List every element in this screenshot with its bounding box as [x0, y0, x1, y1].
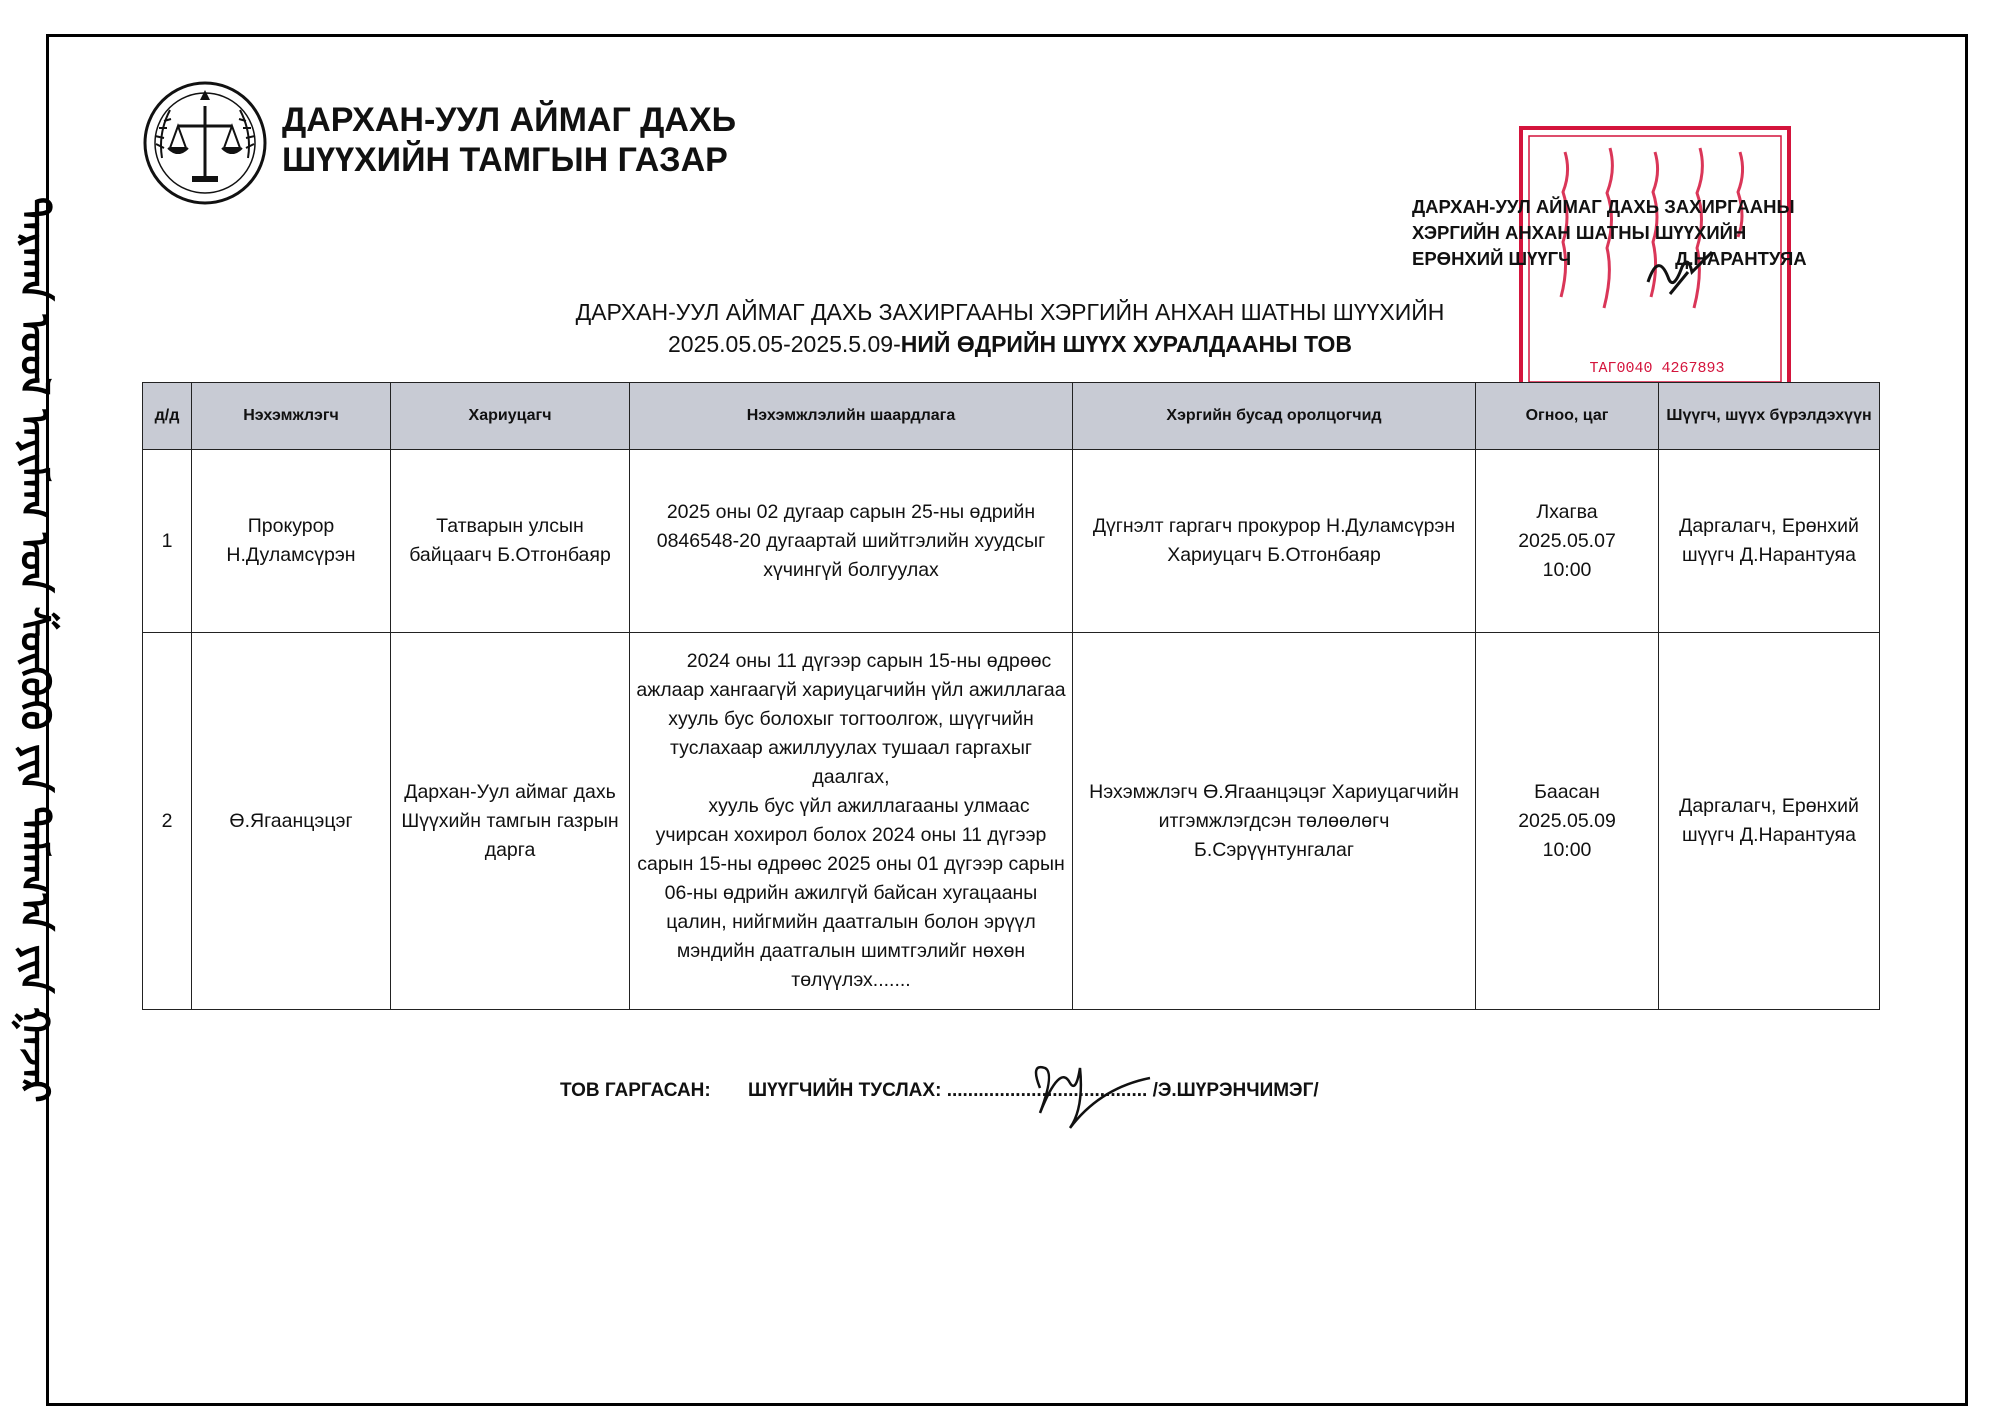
organization-name	[282, 100, 736, 180]
hearing-date: 2025.05.07	[1518, 529, 1616, 552]
cell-plaintiff: Прокурор Н.Дуламсүрэн	[192, 450, 391, 633]
cell-datetime	[1476, 633, 1659, 1010]
title-rest: НИЙ ӨДРИЙН ШҮҮХ ХУРАЛДААНЫ ТОВ	[900, 331, 1353, 357]
col-header-participants: Хэргийн бусад оролцогчид	[1073, 383, 1476, 450]
approval-judge-name: Д.НАРАНТУЯА	[1675, 248, 1807, 269]
cell-participants: Дүгнэлт гаргагч прокурор Н.Дуламсүрэн Хариуцагч Б.Отгонбаяр	[1073, 450, 1476, 633]
cell-plaintiff: Ө.Ягаанцэцэг	[192, 633, 391, 1010]
claim-paragraph-1: 2024 оны 11 дүгээр сарын 15-ны өдрөөс ажлаар хангаагүй хариуцагчийн үйл ажиллагаа хууль бус болохыг тогтоолгож, шүүгчийн туслахаар ажиллуулах тушаал гаргахыг даалгах,	[636, 650, 1066, 788]
hearing-schedule-table	[142, 382, 1880, 1010]
cell-judge: Даргалагч, Ерөнхий шүүгч Д.Нарантуяа	[1659, 450, 1880, 633]
cell-participants: Нэхэмжлэгч Ө.Ягаанцэцэг Хариуцагчийн итгэмжлэгдсэн төлөөлөгч Б.Сэрүүнтунгалаг	[1073, 633, 1476, 1010]
footer-dots: ......................................	[946, 1080, 1148, 1101]
hearing-time: 10:00	[1542, 838, 1592, 861]
mongolian-script-margin: ᠳᠠᠷᠬᠠᠨ ᠤᠤᠯ ᠠᠶᠢᠮᠠᠭ ᠤᠨ ᠱᠦᠭᠦᠬᠦ ᠶᠢᠨ ᠲᠠᠮᠠᠭ᠎ᠠ ᠶᠢᠨ ᠭᠠᠵᠠᠷ	[11, 197, 58, 1103]
assistant-signature	[1010, 1048, 1160, 1138]
footer-label: ТОВ ГАРГАСАН:	[560, 1080, 711, 1101]
org-name-line1: ДАРХАН-УУЛ АЙМАГ ДАХЬ	[282, 101, 737, 139]
cell-number: 1	[143, 450, 192, 633]
cell-defendant: Дархан-Уул аймаг дахь Шүүхийн тамгын газрын дарга	[391, 633, 630, 1010]
court-emblem-icon	[140, 78, 270, 208]
claim-paragraph-2: хууль бус үйл ажиллагааны улмаас учирсан хохирол болох 2024 оны 11 дүгээр сарын 15-ны өдрөөс 2025 оны 01 дүгээр сарын 06-ны өдрийн ажилгүй байсан хугацааны цалин, нийгмийн даатгалын болон эрүүл мэндийн даатгалын шимтгэлийг нөхөн төлүүлэх.......	[637, 795, 1065, 991]
cell-number: 2	[143, 633, 192, 1010]
title-dates: 2025.05.05-2025.5.09-	[667, 331, 901, 357]
cell-judge: Даргалагч, Ерөнхий шүүгч Д.Нарантуяа	[1659, 633, 1880, 1010]
table-row	[143, 450, 1880, 633]
cell-claim: 2025 оны 02 дугаар сарын 25-ны өдрийн 0846548-20 дугаартай шийтгэлийн хуудсыг хүчингүй болгуулах	[630, 450, 1073, 633]
hearing-time: 10:00	[1542, 558, 1592, 581]
footer-signature-line	[560, 1080, 1319, 1102]
stamp-number: ТАГ0040 4267893	[1589, 360, 1725, 377]
footer-assistant-label: ШҮҮГЧИЙН ТУСЛАХ:	[748, 1080, 942, 1101]
hearing-day: Баасан	[1534, 780, 1600, 803]
col-header-number: д/д	[143, 383, 192, 450]
judge-signature	[1640, 242, 1720, 312]
title-line2	[540, 328, 1480, 360]
col-header-plaintiff: Нэхэмжлэгч	[192, 383, 391, 450]
col-header-datetime: Огноо, цаг	[1476, 383, 1659, 450]
hearing-date: 2025.05.09	[1518, 809, 1616, 832]
approval-line1: ДАРХАН-УУЛ АЙМАГ ДАХЬ ЗАХИРГААНЫ	[1412, 196, 1795, 217]
org-name-line2: ШҮҮХИЙН ТАМГЫН ГАЗАР	[282, 141, 728, 179]
hearing-day: Лхагва	[1536, 500, 1598, 523]
cell-claim	[630, 633, 1073, 1010]
approval-block	[1412, 194, 1807, 272]
table-row	[143, 633, 1880, 1010]
document-title	[540, 296, 1480, 360]
approval-line2: ХЭРГИЙН АНХАН ШАТНЫ ШҮҮХИЙН	[1412, 222, 1747, 243]
col-header-defendant: Хариуцагч	[391, 383, 630, 450]
approval-line3	[1412, 246, 1807, 272]
col-header-claim: Нэхэмжлэлийн шаардлага	[630, 383, 1073, 450]
table-header-row	[143, 383, 1880, 450]
footer-name: /Э.ШҮРЭНЧИМЭГ/	[1152, 1080, 1319, 1101]
approval-judge-title: ЕРӨНХИЙ ШҮҮГЧ	[1412, 248, 1572, 269]
cell-datetime	[1476, 450, 1659, 633]
col-header-judge: Шүүгч, шүүх бүрэлдэхүүн	[1659, 383, 1880, 450]
cell-defendant: Татварын улсын байцаагч Б.Отгонбаяр	[391, 450, 630, 633]
title-line1: ДАРХАН-УУЛ АЙМАГ ДАХЬ ЗАХИРГААНЫ ХЭРГИЙН АНХАН ШАТНЫ ШҮҮХИЙН	[575, 299, 1445, 325]
